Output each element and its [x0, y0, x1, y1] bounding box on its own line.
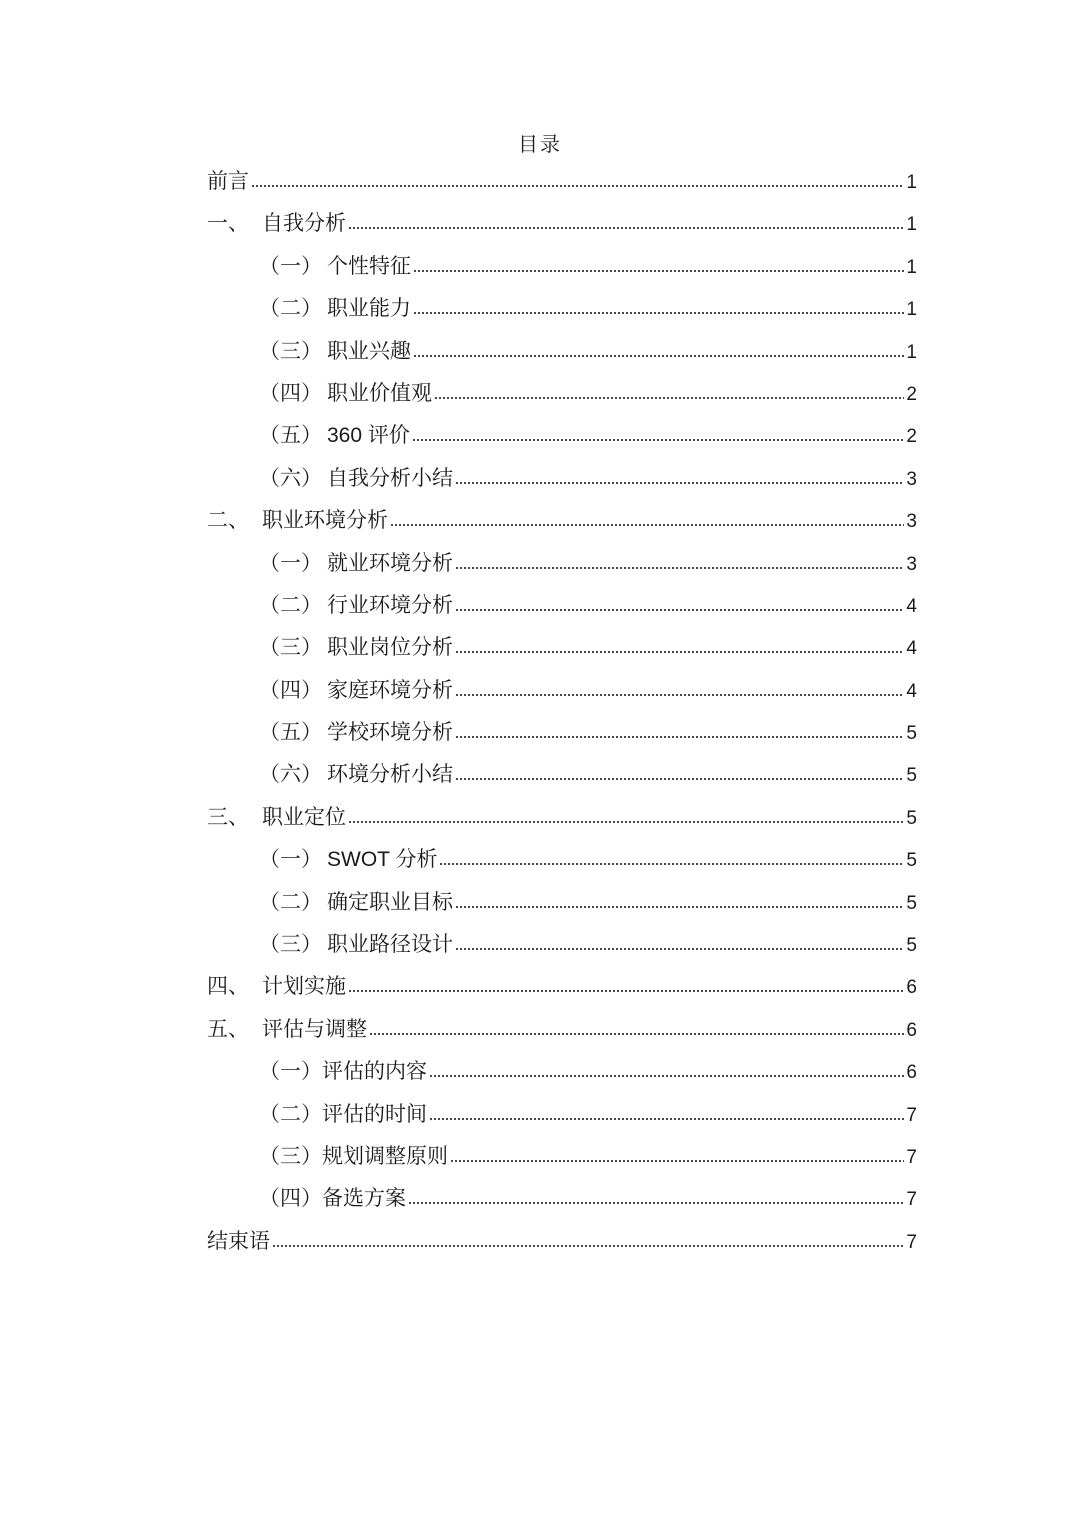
toc-entry-page-number: 6 — [906, 977, 917, 999]
toc-entry-page-number: 5 — [906, 935, 917, 957]
toc-entry-page-number: 7 — [906, 1104, 917, 1126]
table-of-contents — [207, 163, 917, 1265]
toc-entry-number: 四、 — [207, 974, 249, 999]
toc-entry-page-number: 3 — [906, 553, 917, 575]
toc-entry-number: （三） — [259, 338, 322, 363]
toc-entry-number: 二、 — [207, 508, 249, 533]
dot-leader — [348, 819, 904, 825]
toc-entry[interactable] — [207, 1096, 917, 1138]
toc-title: 目录 — [518, 132, 562, 156]
toc-entry[interactable] — [207, 375, 917, 417]
toc-entry-page-number: 4 — [906, 638, 917, 660]
toc-entry-label: 备选方案 — [322, 1186, 406, 1211]
toc-entry-label: 职业路径设计 — [327, 932, 453, 957]
dot-leader — [455, 904, 904, 910]
toc-entry-label: 自我分析小结 — [327, 465, 453, 490]
toc-entry-label: 就业环境分析 — [327, 550, 453, 575]
dot-leader — [413, 268, 904, 274]
toc-entry-label: 前言 — [207, 169, 249, 193]
toc-entry-label: SWOT 分析 — [327, 848, 438, 872]
toc-entry[interactable] — [207, 460, 917, 502]
toc-entry-number: （二） — [259, 296, 322, 321]
toc-entry-label: 家庭环境分析 — [327, 677, 453, 702]
toc-entry-page-number: 2 — [906, 383, 917, 405]
dot-leader — [429, 1073, 904, 1079]
dot-leader — [455, 565, 904, 571]
toc-entry[interactable] — [207, 714, 917, 756]
toc-entry[interactable] — [207, 756, 917, 798]
toc-entry-label: 结束语 — [207, 1228, 270, 1253]
toc-entry-page-number: 1 — [906, 341, 917, 363]
toc-entry-page-number: 5 — [906, 807, 917, 829]
dot-leader — [413, 353, 904, 359]
dot-leader — [251, 183, 904, 189]
toc-entry[interactable] — [207, 926, 917, 968]
toc-entry-number: （四） — [259, 677, 322, 702]
toc-entry-number: 五、 — [207, 1016, 249, 1041]
toc-entry[interactable] — [207, 1011, 917, 1053]
dot-leader — [455, 734, 904, 740]
toc-entry[interactable] — [207, 502, 917, 544]
toc-entry-number: （三） — [259, 932, 322, 957]
dot-leader — [450, 1158, 904, 1164]
dot-leader — [455, 480, 904, 486]
toc-entry-page-number: 7 — [906, 1231, 917, 1253]
dot-leader — [408, 1200, 904, 1206]
toc-entry[interactable] — [207, 205, 917, 247]
toc-entry-label: 职业定位 — [262, 804, 346, 829]
dot-leader — [434, 395, 904, 401]
toc-entry[interactable] — [207, 1138, 917, 1180]
toc-entry-page-number: 5 — [906, 723, 917, 745]
dot-leader — [390, 522, 904, 528]
toc-entry-number: （三） — [259, 1143, 322, 1168]
toc-entry[interactable] — [207, 163, 917, 205]
dot-leader — [455, 649, 904, 655]
dot-leader — [455, 946, 904, 952]
toc-entry-page-number: 5 — [906, 765, 917, 787]
toc-entry-page-number: 7 — [906, 1189, 917, 1211]
toc-entry[interactable] — [207, 1223, 917, 1265]
toc-entry[interactable] — [207, 629, 917, 671]
dot-leader — [412, 437, 905, 443]
toc-entry-number: （一） — [259, 1059, 322, 1084]
toc-entry[interactable] — [207, 672, 917, 714]
toc-entry-number: 三、 — [207, 804, 249, 829]
toc-entry[interactable] — [207, 290, 917, 332]
toc-entry[interactable] — [207, 545, 917, 587]
toc-entry-page-number: 2 — [906, 426, 917, 448]
toc-entry-number: （四） — [259, 1186, 322, 1211]
toc-entry-label: 个性特征 — [327, 253, 411, 278]
toc-entry-number: （五） — [259, 720, 322, 745]
toc-entry-number: （二） — [259, 889, 322, 914]
dot-leader — [413, 310, 904, 316]
toc-entry-number: （四） — [259, 380, 322, 405]
toc-entry[interactable] — [207, 799, 917, 841]
toc-entry-label: 规划调整原则 — [322, 1143, 448, 1168]
toc-entry-label: 评估与调整 — [262, 1016, 367, 1041]
toc-entry[interactable] — [207, 1053, 917, 1095]
toc-entry-label: 职业环境分析 — [262, 508, 388, 533]
dot-leader — [348, 988, 904, 994]
dot-leader — [455, 692, 904, 698]
toc-entry-page-number: 4 — [906, 595, 917, 617]
toc-entry-label: 职业兴趣 — [327, 338, 411, 363]
toc-entry-page-number: 1 — [906, 172, 917, 193]
toc-entry-label: 评估的时间 — [322, 1101, 427, 1126]
toc-entry-number: 一、 — [207, 211, 249, 236]
toc-entry-number: （一） — [259, 847, 322, 872]
toc-entry-label: 环境分析小结 — [327, 762, 453, 787]
toc-entry-label: 行业环境分析 — [327, 592, 453, 617]
toc-entry-number: （二） — [259, 592, 322, 617]
dot-leader — [369, 1031, 904, 1037]
dot-leader — [348, 225, 904, 231]
toc-entry-page-number: 5 — [906, 892, 917, 914]
toc-entry-label: 确定职业目标 — [327, 889, 453, 914]
dot-leader — [272, 1243, 904, 1249]
toc-entry-number: （三） — [259, 635, 322, 660]
toc-entry-page-number: 7 — [906, 1146, 917, 1168]
toc-entry-number: （二） — [259, 1101, 322, 1126]
toc-entry-label: 360 评价 — [327, 424, 410, 448]
toc-entry-label: 职业岗位分析 — [327, 635, 453, 660]
toc-entry[interactable] — [207, 333, 917, 375]
toc-entry[interactable] — [207, 884, 917, 926]
toc-entry-page-number: 3 — [906, 468, 917, 490]
toc-entry-page-number: 5 — [906, 850, 917, 872]
toc-entry-page-number: 6 — [906, 1019, 917, 1041]
dot-leader — [455, 776, 904, 782]
toc-entry-label: 评估的内容 — [322, 1059, 427, 1084]
toc-entry-label: 职业能力 — [327, 296, 411, 321]
toc-entry-label: 计划实施 — [262, 974, 346, 999]
dot-leader — [429, 1116, 904, 1122]
dot-leader — [439, 861, 904, 867]
toc-entry-number: （五） — [259, 423, 322, 448]
toc-entry[interactable] — [207, 968, 917, 1010]
toc-entry-number: （六） — [259, 465, 322, 490]
toc-entry[interactable] — [207, 1180, 917, 1222]
toc-entry-number: （一） — [259, 550, 322, 575]
toc-entry[interactable] — [207, 841, 917, 883]
dot-leader — [455, 607, 904, 613]
toc-entry-page-number: 1 — [906, 299, 917, 321]
toc-entry-page-number: 6 — [906, 1062, 917, 1084]
toc-entry-page-number: 1 — [906, 256, 917, 278]
toc-entry-label: 职业价值观 — [327, 380, 432, 405]
toc-entry-number: （六） — [259, 762, 322, 787]
toc-entry[interactable] — [207, 587, 917, 629]
toc-entry[interactable] — [207, 248, 917, 290]
toc-entry-page-number: 4 — [906, 680, 917, 702]
toc-entry-page-number: 3 — [906, 511, 917, 533]
toc-entry-page-number: 1 — [906, 214, 917, 236]
toc-entry-label: 自我分析 — [262, 211, 346, 236]
toc-entry[interactable] — [207, 417, 917, 459]
toc-entry-label: 学校环境分析 — [327, 720, 453, 745]
toc-entry-number: （一） — [259, 253, 322, 278]
